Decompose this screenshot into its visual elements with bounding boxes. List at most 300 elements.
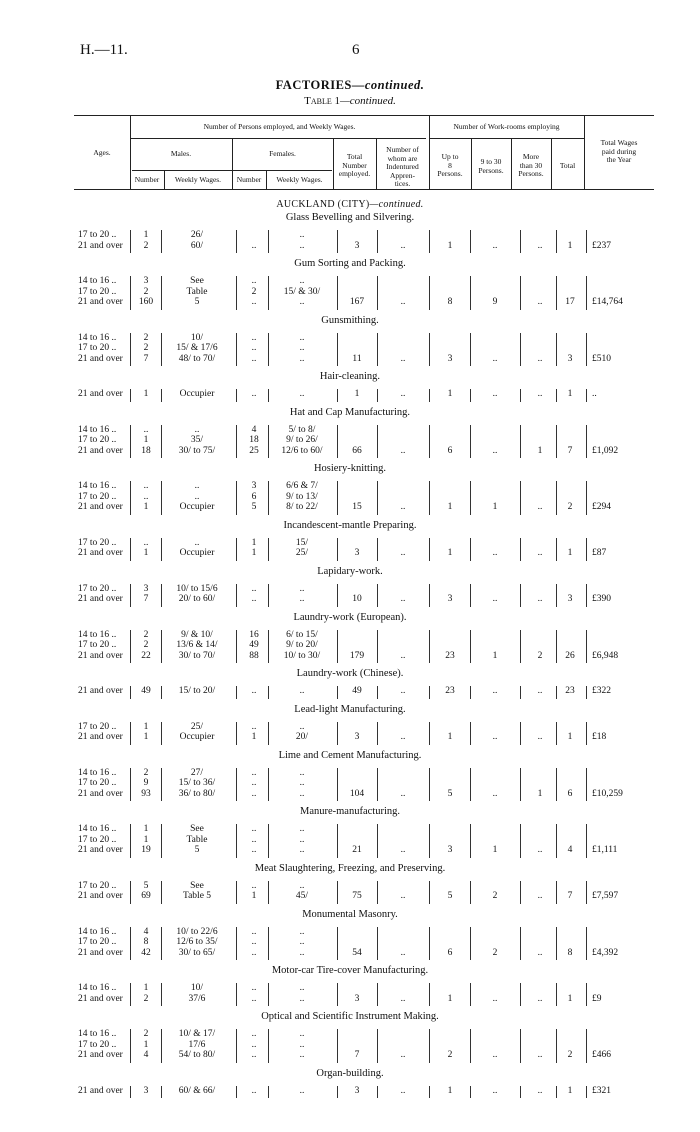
column-rule: [268, 425, 269, 459]
total-wages-cell: £466: [592, 1050, 611, 1060]
age-cell: 21 and over: [78, 353, 123, 364]
column-rule: [520, 276, 521, 310]
females-number-cell: ..: [251, 1085, 257, 1096]
age-cell: 17 to 20 ..: [78, 834, 117, 845]
column-rule: [586, 983, 587, 1006]
total-wages-cell: £1,092: [592, 445, 619, 456]
females-number-cell: 3: [251, 481, 257, 491]
section-heading: Laundry-work (Chinese).: [296, 668, 404, 679]
column-rule: [586, 230, 587, 253]
total-employed-cell: 3: [354, 1085, 360, 1096]
column-rule: [556, 230, 557, 253]
column-rule: [161, 686, 162, 699]
males-number-cell: 3: [143, 1085, 149, 1096]
column-rule: [337, 927, 338, 961]
females-number-cell: ..: [251, 1050, 257, 1060]
males-wages-cell: 30/ to 75/: [178, 445, 216, 456]
males-number-cell: 1: [143, 834, 149, 845]
table-row: [0, 353, 700, 365]
column-rule: [337, 983, 338, 1006]
females-wages-cell: ..: [299, 845, 305, 855]
females-number-cell: ..: [251, 947, 257, 958]
total-wages-cell: £9: [592, 993, 602, 1004]
table-row: [0, 501, 700, 513]
column-rule: [161, 983, 162, 1006]
column-rule: [161, 389, 162, 402]
persons-group-header: Number of Persons employed, and Weekly Wages.: [203, 122, 356, 131]
males-wages-cell: 13/6 & 14/: [176, 640, 218, 650]
table-row: [0, 685, 700, 697]
table-row: [0, 1085, 700, 1097]
females-wages-cell: 5/ to 8/: [288, 424, 316, 435]
total-wages-header: [584, 139, 654, 165]
section-heading: Monumental Masonry.: [302, 908, 398, 920]
females-wages-cell: 10/ to 30/: [283, 650, 321, 661]
males-number-cell: 42: [141, 947, 151, 958]
females-number-cell: ..: [251, 297, 257, 307]
females-wages-cell: ..: [299, 778, 305, 788]
females-header: Females.: [269, 149, 296, 158]
males-number-cell: 1: [143, 502, 149, 512]
females-number-cell: ..: [251, 389, 257, 399]
ages-header: Ages.: [93, 148, 111, 157]
more-than-30-cell: ..: [537, 732, 543, 742]
more-than-30-cell: 2: [537, 650, 543, 661]
males-number-cell: 1: [143, 983, 149, 993]
males-number-cell: 1: [143, 230, 149, 240]
workrooms-total-cell: 1: [567, 389, 573, 399]
females-wages-header: Weekly Wages.: [276, 175, 323, 184]
males-wages-cell: 25/: [190, 721, 204, 732]
column-rule: [337, 230, 338, 253]
indentured-cell: ..: [400, 389, 406, 399]
total-wages-cell: £6,948: [592, 650, 619, 661]
column-rule: [586, 333, 587, 367]
females-number-cell: ..: [251, 926, 257, 937]
females-number-cell: 1: [251, 537, 257, 548]
column-rule: [520, 824, 521, 858]
age-cell: 21 and over: [78, 548, 123, 558]
males-wages-cell: 37/6: [188, 993, 206, 1004]
total-employed-header: [333, 153, 376, 179]
column-rule: [161, 481, 162, 515]
column-rule: [429, 425, 430, 459]
total-employed-cell: 49: [352, 686, 362, 696]
females-wages-cell: 6/ to 15/: [286, 629, 318, 640]
table-row: [0, 947, 700, 959]
age-cell: 17 to 20 ..: [78, 1039, 117, 1050]
males-number-cell: 2: [143, 640, 149, 650]
column-rule: [556, 276, 557, 310]
indentured-cell: ..: [400, 686, 406, 696]
females-wages-cell: ..: [299, 834, 305, 845]
up-to-8-cell: 3: [447, 845, 453, 855]
column-rule: [586, 584, 587, 607]
males-number-cell: 9: [143, 778, 149, 788]
table-row: [0, 890, 700, 902]
more-than-30-cell: ..: [537, 548, 543, 558]
column-rule: [429, 824, 430, 858]
workrooms-total-cell: 2: [567, 1050, 573, 1060]
nine-to-30-cell: 2: [492, 891, 498, 901]
column-rule: [429, 481, 430, 515]
column-rule: [236, 722, 237, 745]
more-than-30-cell: ..: [537, 353, 543, 364]
section-heading: Lapidary-work.: [317, 565, 383, 577]
females-number-cell: ..: [251, 880, 257, 891]
total-employed-cell: 21: [352, 845, 362, 855]
indentured-line: Number of: [386, 145, 419, 154]
workrooms-total-cell: 1: [567, 732, 573, 742]
indentured-cell: ..: [400, 502, 406, 512]
females-wages-cell: 9/ to 20/: [286, 640, 318, 650]
age-cell: 21 and over: [78, 445, 123, 456]
females-number-cell: ..: [251, 788, 257, 799]
females-wages-cell: 25/: [295, 548, 309, 558]
more-than-30-cell: ..: [537, 297, 543, 307]
table-row: [0, 731, 700, 743]
column-rule: [586, 276, 587, 310]
indentured-cell: ..: [400, 845, 406, 855]
females-number-cell: ..: [251, 845, 257, 855]
males-wages-cell: 60/ & 66/: [178, 1085, 216, 1096]
column-rule: [268, 768, 269, 802]
column-rule: [556, 1029, 557, 1063]
column-rule: [377, 983, 378, 1006]
females-number-cell: 4: [251, 424, 257, 435]
males-wages-cell: Occupier: [179, 502, 215, 512]
females-number-cell: ..: [251, 240, 257, 251]
total-employed-line: employed.: [338, 169, 371, 178]
males-number-cell: 2: [143, 1029, 149, 1039]
total-employed-cell: 15: [352, 502, 362, 512]
nine-to-30-header: [471, 158, 511, 175]
age-cell: 14 to 16 ..: [78, 1029, 117, 1039]
document-code: H.—11.: [80, 42, 128, 58]
age-cell: 21 and over: [78, 993, 123, 1004]
nine-to-30-cell: ..: [492, 686, 498, 696]
column-rule: [586, 881, 587, 904]
females-wages-cell: ..: [299, 993, 305, 1004]
more-than-30-cell: ..: [537, 240, 543, 251]
females-wages-cell: 6/6 & 7/: [286, 481, 318, 491]
column-rule: [470, 881, 471, 904]
total-wages-cell: £294: [592, 502, 611, 512]
age-cell: 14 to 16 ..: [78, 481, 117, 491]
column-rule: [337, 768, 338, 802]
males-wages-cell: Table: [186, 834, 208, 845]
up-to-8-cell: 1: [447, 732, 453, 742]
females-number-cell: 1: [251, 732, 257, 742]
females-number-cell: ..: [251, 1039, 257, 1050]
column-rule: [429, 983, 430, 1006]
males-number-cell: 2: [143, 767, 149, 778]
males-number-cell: 93: [141, 788, 151, 799]
table-row: [0, 388, 700, 400]
indentured-cell: ..: [400, 594, 406, 604]
more-than-30-cell: ..: [537, 947, 543, 958]
column-rule: [337, 722, 338, 745]
column-rule: [268, 276, 269, 310]
more-than-30-cell: ..: [537, 1085, 543, 1096]
column-rule: [556, 333, 557, 367]
nine-to-30-cell: 9: [492, 297, 498, 307]
column-rule: [268, 881, 269, 904]
females-number-cell: 88: [249, 650, 259, 661]
column-rule: [520, 389, 521, 402]
column-rule: [586, 722, 587, 745]
females-wages-cell: 9/ to 26/: [286, 435, 318, 445]
column-rule: [130, 276, 131, 310]
females-number-cell: 2: [251, 286, 257, 297]
column-rule: [268, 983, 269, 1006]
more-than-30-cell: 1: [537, 445, 543, 456]
column-rule: [161, 630, 162, 664]
column-rule: [470, 481, 471, 515]
column-rule: [556, 1086, 557, 1099]
column-rule: [236, 983, 237, 1006]
column-rule: [236, 768, 237, 802]
males-number-cell: ..: [143, 424, 149, 435]
indentured-line: whom are: [387, 153, 418, 163]
females-wages-cell: ..: [299, 1039, 305, 1050]
females-number-cell: 25: [249, 445, 259, 456]
nine-to-30-cell: ..: [492, 445, 498, 456]
total-wages-cell: £18: [592, 732, 607, 742]
females-wages-cell: ..: [299, 947, 305, 958]
up-to-8-cell: 5: [447, 891, 453, 901]
nine-to-30-cell: ..: [492, 1085, 498, 1096]
column-rule: [161, 722, 162, 745]
title-suffix: —continued.: [351, 78, 425, 92]
males-wages-cell: 26/: [190, 230, 204, 240]
column-rule: [377, 333, 378, 367]
up-to-8-cell: 2: [447, 1050, 453, 1060]
up-to-8-cell: 6: [447, 947, 453, 958]
column-rule: [586, 481, 587, 515]
workrooms-total-cell: 26: [565, 650, 575, 661]
total-employed-line: Total: [346, 152, 363, 161]
column-rule: [236, 881, 237, 904]
age-cell: 17 to 20 ..: [78, 343, 117, 353]
males-number-cell: ..: [143, 537, 149, 548]
column-rule: [377, 686, 378, 699]
males-number-cell: 4: [143, 926, 149, 937]
column-rule: [268, 1029, 269, 1063]
column-rule: [556, 768, 557, 802]
age-cell: 21 and over: [78, 240, 123, 251]
column-rule: [429, 538, 430, 561]
females-wages-cell: 9/ to 13/: [286, 491, 318, 502]
column-rule: [377, 389, 378, 402]
females-number-cell: 6: [251, 491, 257, 502]
males-wages-cell: Occupier: [179, 548, 215, 558]
males-wages-cell: 36/ to 80/: [178, 788, 216, 799]
column-rule: [470, 686, 471, 699]
column-rule: [130, 1029, 131, 1063]
males-wages-cell: 30/ to 70/: [178, 650, 216, 661]
column-rule: [236, 630, 237, 664]
males-wages-header: Weekly Wages.: [174, 175, 222, 184]
total-employed-cell: 1: [354, 389, 360, 399]
males-wages-cell: 10/ & 17/: [178, 1029, 216, 1039]
total-wages-cell: £87: [592, 548, 607, 558]
nine-to-30-cell: ..: [492, 353, 498, 364]
workrooms-total-cell: 7: [567, 891, 573, 901]
males-wages-cell: 12/6 to 35/: [176, 937, 218, 947]
males-number-cell: 2: [143, 286, 149, 297]
males-wages-cell: 15/ & 17/6: [176, 343, 218, 353]
males-wages-cell: 5: [194, 845, 200, 855]
up-to-8-cell: 3: [447, 353, 453, 364]
column-rule: [520, 481, 521, 515]
males-wages-cell: 10/ to 22/6: [176, 926, 218, 937]
females-number-cell: 1: [251, 548, 257, 558]
column-rule: [520, 630, 521, 664]
females-wages-cell: 15/: [295, 537, 309, 548]
column-rule: [161, 425, 162, 459]
column-rule: [586, 768, 587, 802]
nine-to-30-cell: ..: [492, 594, 498, 604]
column-rule: [161, 584, 162, 607]
more-than-30-cell: ..: [537, 845, 543, 855]
section-heading: Optical and Scientific Instrument Making.: [261, 1011, 439, 1022]
column-rule: [130, 630, 131, 664]
column-rule: [586, 389, 587, 402]
column-rule: [130, 824, 131, 858]
females-wages-cell: ..: [299, 721, 305, 732]
indentured-line: Indentured: [386, 162, 419, 171]
males-wages-cell: 15/ to 20/: [178, 686, 216, 696]
males-wages-cell: Table: [186, 286, 208, 297]
column-rule: [470, 630, 471, 664]
males-wages-cell: 48/ to 70/: [178, 353, 216, 364]
column-rule: [556, 630, 557, 664]
males-number-cell: 1: [143, 389, 149, 399]
males-wages-cell: 10/: [190, 332, 204, 343]
total-wages-cell: £510: [592, 353, 611, 364]
column-rule: [429, 630, 430, 664]
total-wages-cell: £390: [592, 594, 611, 604]
column-rule: [377, 927, 378, 961]
column-rule: [470, 425, 471, 459]
males-number-cell: ..: [143, 481, 149, 491]
column-rule: [161, 1029, 162, 1063]
age-cell: 21 and over: [78, 732, 123, 742]
column-rule: [236, 584, 237, 607]
column-rule: [429, 686, 430, 699]
males-number-cell: 69: [141, 891, 151, 901]
column-rule: [470, 768, 471, 802]
section-heading: Motor-car Tire-cover Manufacturing.: [271, 965, 429, 976]
table-row: [0, 788, 700, 800]
column-rule: [470, 230, 471, 253]
total-employed-cell: 179: [349, 650, 365, 661]
males-wages-cell: Occupier: [179, 389, 215, 399]
females-wages-cell: ..: [299, 880, 305, 891]
females-wages-cell: ..: [299, 389, 305, 399]
females-wages-cell: ..: [299, 297, 305, 307]
age-cell: 21 and over: [78, 891, 123, 901]
column-rule: [337, 425, 338, 459]
up-to-8-cell: 5: [447, 788, 453, 799]
column-rule: [337, 538, 338, 561]
column-rule: [268, 630, 269, 664]
males-wages-cell: 30/ to 65/: [178, 947, 216, 958]
females-wages-cell: ..: [299, 230, 305, 240]
column-rule: [556, 584, 557, 607]
total-employed-cell: 3: [354, 240, 360, 251]
column-rule: [556, 389, 557, 402]
total-wages-cell: £7,597: [592, 891, 619, 901]
age-cell: 14 to 16 ..: [78, 926, 117, 937]
age-cell: 14 to 16 ..: [78, 276, 117, 286]
table-row: [0, 993, 700, 1005]
column-rule: [236, 686, 237, 699]
up-to-8-cell: 1: [447, 548, 453, 558]
column-rule: [520, 584, 521, 607]
table-row: [0, 547, 700, 559]
more-than-30-cell: ..: [537, 502, 543, 512]
persons-group-rule: [130, 138, 426, 139]
males-wages-cell: See: [190, 276, 204, 286]
age-cell: 21 and over: [78, 1085, 123, 1096]
more-than-30-line: More: [522, 152, 540, 161]
males-number-cell: 1: [143, 732, 149, 742]
column-rule: [586, 630, 587, 664]
nine-to-30-line: Persons.: [478, 165, 504, 175]
up-to-8-line: Up to: [441, 152, 459, 161]
females-number-cell: ..: [251, 1029, 257, 1039]
males-wages-cell: ..: [194, 481, 200, 491]
females-number-cell: ..: [251, 983, 257, 993]
age-cell: 21 and over: [78, 947, 123, 958]
age-cell: 17 to 20 ..: [78, 778, 117, 788]
column-rule: [429, 276, 430, 310]
males-wages-cell: ..: [194, 537, 200, 548]
column-rule: [520, 768, 521, 802]
age-cell: 14 to 16 ..: [78, 629, 117, 640]
age-cell: 14 to 16 ..: [78, 824, 117, 834]
males-wages-cell: 9/ & 10/: [181, 629, 213, 640]
males-number-cell: 2: [143, 332, 149, 343]
workrooms-total-cell: 7: [567, 445, 573, 456]
more-than-30-cell: ..: [537, 1050, 543, 1060]
females-number-cell: ..: [251, 276, 257, 286]
age-cell: 17 to 20 ..: [78, 880, 117, 891]
page-title: [0, 78, 700, 93]
females-number-cell: ..: [251, 332, 257, 343]
column-rule: [520, 722, 521, 745]
column-rule: [470, 1086, 471, 1099]
nine-to-30-line: 9 to 30: [480, 157, 502, 166]
age-cell: 21 and over: [78, 686, 123, 696]
females-number-cell: ..: [251, 583, 257, 594]
nine-to-30-cell: 2: [492, 947, 498, 958]
females-number-cell: 18: [249, 435, 259, 445]
males-number-cell: 1: [143, 1039, 149, 1050]
age-cell: 17 to 20 ..: [78, 435, 117, 445]
workrooms-total-cell: 23: [565, 686, 575, 696]
column-rule: [130, 927, 131, 961]
column-rule: [268, 538, 269, 561]
column-rule: [470, 333, 471, 367]
males-wages-cell: ..: [194, 424, 200, 435]
females-number-cell: 1: [251, 891, 257, 901]
section-heading: Laundry-work (European).: [293, 611, 407, 623]
up-to-8-cell: 1: [447, 502, 453, 512]
nine-to-30-cell: ..: [492, 1050, 498, 1060]
